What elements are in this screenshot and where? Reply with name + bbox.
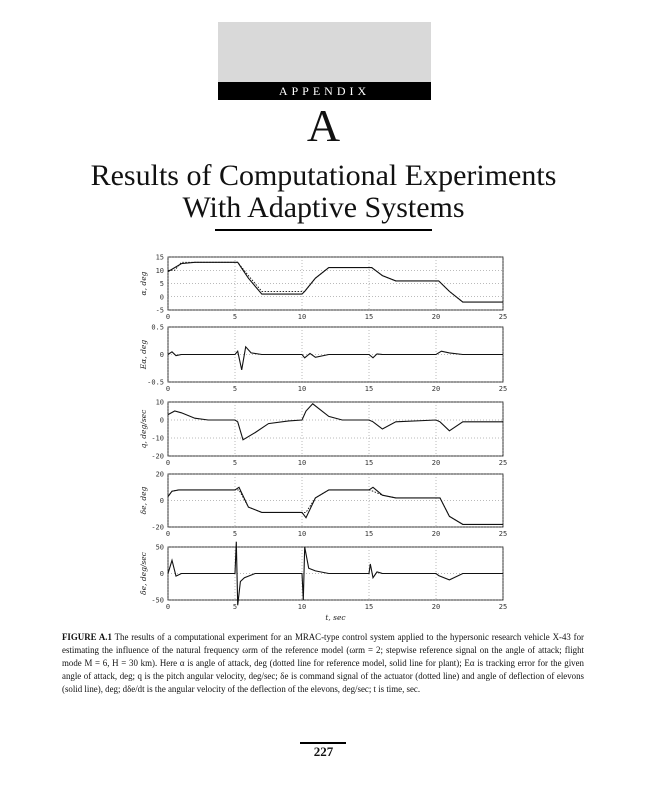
panel-1-xtick-label: 25 (498, 313, 508, 321)
panel-1-ytick-label: 10 (155, 266, 164, 275)
panel-1-ytick-label: 15 (155, 253, 164, 262)
appendix-label: APPENDIX (218, 82, 431, 100)
panel-1-frame (168, 257, 503, 310)
panel-2-xtick-label: 0 (165, 385, 171, 393)
panel-1-ytick-label: 5 (159, 280, 164, 288)
panel-5-xtick-label: 5 (232, 603, 238, 611)
panel-4-xtick-label: 5 (232, 530, 238, 538)
panel-4-xtick-label: 25 (498, 530, 508, 538)
x-axis-label: t, sec (325, 613, 346, 622)
panel-1-series-2 (168, 262, 503, 302)
panel-4-series-1 (168, 490, 503, 525)
panel-3-ytick-label: -20 (151, 452, 164, 461)
panel-5-xtick-label: 20 (431, 603, 441, 611)
panel-3-series-1 (168, 404, 503, 440)
panel-1-xtick-label: 20 (431, 313, 441, 321)
page-number: 227 (313, 744, 334, 759)
panel-3-ylabel: q, deg/sec (139, 409, 148, 449)
panel-2-ytick-label: 0 (159, 351, 164, 359)
panel-1-ytick-label: -5 (155, 306, 164, 315)
panel-3-xtick-label: 15 (364, 459, 374, 467)
panel-4-xtick-label: 10 (297, 530, 307, 538)
panel-5-ytick-label: -50 (151, 596, 164, 605)
panel-5-xtick-label: 0 (165, 603, 171, 611)
panel-1-xtick-label: 15 (364, 313, 374, 321)
panel-5-series-1 (168, 542, 503, 606)
panel-4-xtick-label: 15 (364, 530, 374, 538)
panel-2-xtick-label: 10 (297, 385, 307, 393)
figure-caption-text: The results of a computational experiment for an MRAC-type control system applied to the hypersonic research vehicle X-43 for estimating the influence of the natural frequency ωrm of the reference model (ωrm = 2; stepwise reference signal on the angle of attack; flight mode M = 6, H = 30 km). Here α is angle of attack, deg (dotted line for reference model, solid line for plant); Eα is tracking error for the given angle of attack, deg; q is the pitch angular velocity, deg/sec; δe is command signal of the actuator (dotted line) and angle of deflection of elevons (solid line), deg; dδe/dt is the angular velocity of the deflection of the elevons, deg/sec; t is time, sec. (62, 632, 584, 694)
panel-5-ytick-label: 0 (159, 570, 164, 578)
panel-3-xtick-label: 5 (232, 459, 238, 467)
panel-2-series-1 (168, 347, 503, 370)
appendix-letter: A (306, 100, 341, 151)
panel-3-xtick-label: 25 (498, 459, 508, 467)
panel-4-series-2 (168, 487, 503, 524)
panel-2-ytick-label: 0.5 (151, 323, 164, 332)
panel-3-xtick-label: 10 (297, 459, 307, 467)
panel-1-ylabel: α, deg (139, 271, 148, 296)
panel-2-xtick-label: 15 (364, 385, 374, 393)
panel-3-ytick-label: 0 (159, 416, 164, 425)
panel-3-ytick-label: 10 (155, 398, 164, 407)
figure-caption (62, 631, 584, 696)
panel-1-xtick-label: 5 (232, 313, 238, 321)
panel-2-xtick-label: 5 (232, 385, 238, 393)
panel-2-xtick-label: 25 (498, 385, 508, 393)
panel-5-xtick-label: 25 (498, 603, 508, 611)
panel-3-ytick-label: -10 (151, 434, 164, 443)
panel-1-xtick-label: 10 (297, 313, 307, 321)
panel-1-ytick-label: 0 (159, 293, 164, 302)
chapter-title-line2: With Adaptive Systems (182, 191, 465, 224)
panel-3-xtick-label: 20 (431, 459, 441, 467)
panel-1-series-1 (168, 262, 503, 302)
panel-2-ylabel: Eα, deg (139, 339, 148, 370)
panel-5-xtick-label: 15 (364, 603, 374, 611)
panel-5-ylabel: δ̇e, deg/sec (139, 552, 148, 595)
chapter-title-line1: Results of Computational Experiments (90, 159, 557, 192)
panel-3-xtick-label: 0 (165, 459, 171, 467)
panel-5-xtick-label: 10 (297, 603, 307, 611)
panel-4-ytick-label: -20 (151, 523, 164, 532)
panel-4-xtick-label: 20 (431, 530, 441, 538)
figure-caption-label: FIGURE A.1 (62, 632, 112, 642)
panel-4-frame (168, 474, 503, 527)
panel-2-ytick-label: -0.5 (147, 378, 164, 387)
panel-5-ytick-label: 50 (155, 543, 164, 552)
panel-4-xtick-label: 0 (165, 530, 171, 538)
panel-1-xtick-label: 0 (165, 313, 171, 321)
panel-4-ytick-label: 0 (159, 497, 164, 505)
panel-4-ytick-label: 20 (155, 470, 164, 479)
panel-4-ylabel: δe, deg (139, 486, 148, 515)
panel-2-xtick-label: 20 (431, 385, 441, 393)
